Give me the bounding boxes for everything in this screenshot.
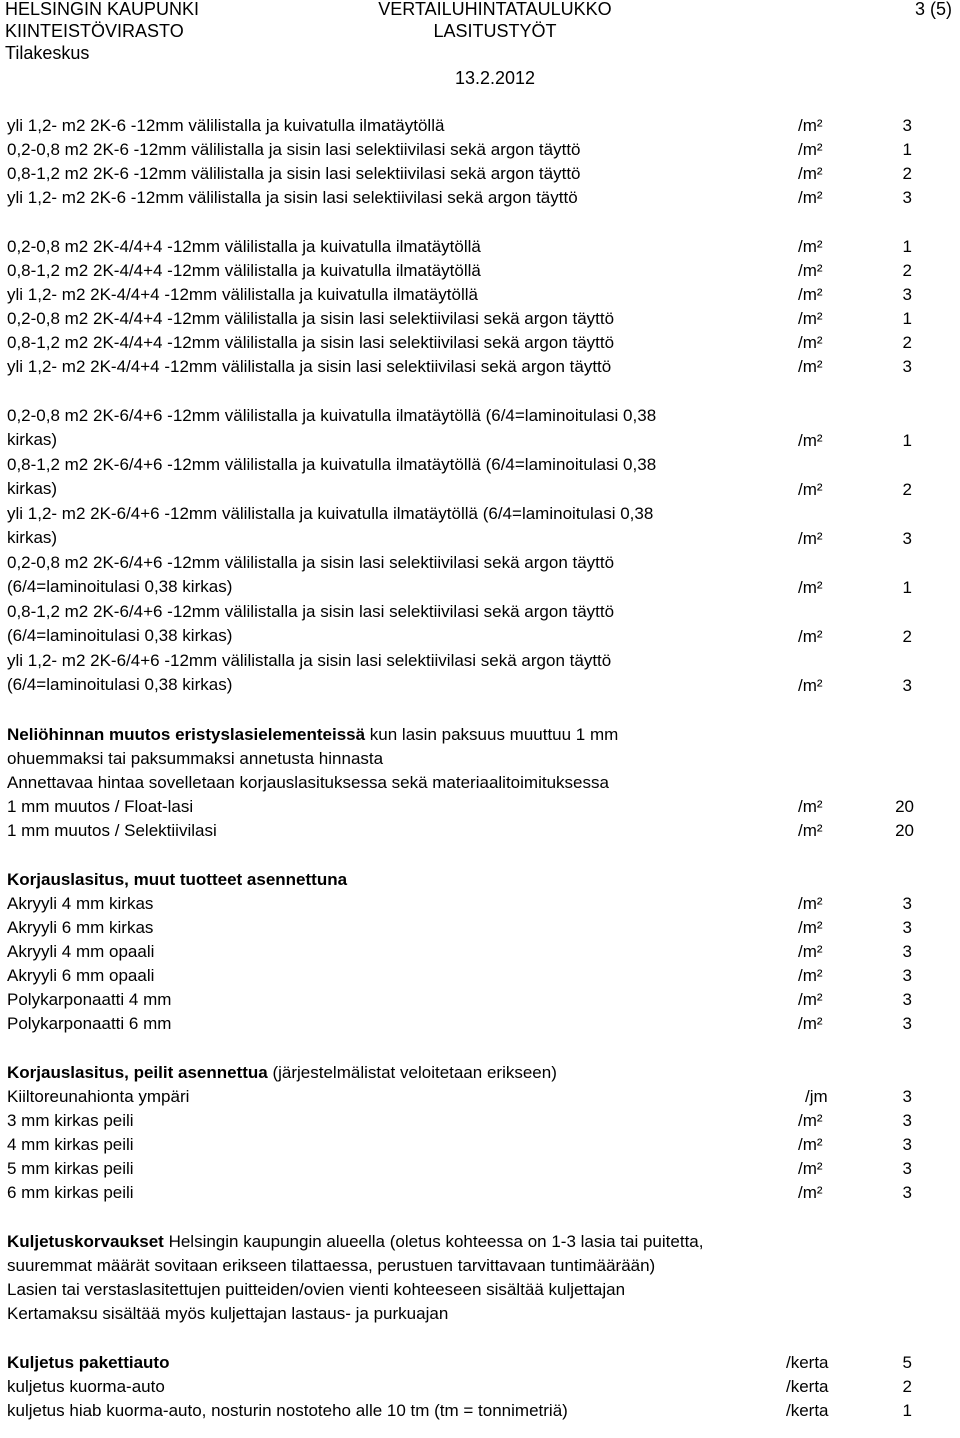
price-row: 0,8-1,2 m2 2K-4/4+4 -12mm välilistalla ja kuivatulla ilmatäytöllä /m² 2 bbox=[7, 261, 912, 280]
price-row: 0,2-0,8 m2 2K-6/4+6 -12mm välilistalla ja kuivatulla ilmatäytöllä (6/4=laminoitulasi 0,38 kirkas) /m² 1 bbox=[7, 406, 912, 450]
price-row: kuljetus hiab kuorma-auto, nosturin nostoteho alle 10 tm (tm = tonnimetriä) /kerta 1 bbox=[7, 1401, 912, 1420]
price-table bbox=[0, 114, 960, 1423]
price-row: Akryyli 4 mm kirkas /m² 3 bbox=[7, 894, 912, 913]
dept-name: KIINTEISTÖVIRASTO bbox=[5, 21, 184, 41]
header-left bbox=[5, 0, 199, 64]
price-row: yli 1,2- m2 2K-6/4+6 -12mm välilistalla ja sisin lasi selektiivilasi sekä argon täyttö (6/4=laminoitulasi 0,38 kirkas) /m² 3 bbox=[7, 651, 912, 695]
price-row: Kiiltoreunahionta ympäri /jm 3 bbox=[7, 1087, 912, 1106]
price-row: kuljetus kuorma-auto /kerta 2 bbox=[7, 1377, 912, 1396]
section-heading-transport: Kuljetuskorvaukset Helsingin kaupungin alueella (oletus kohteessa on 1-3 lasia tai puitetta, bbox=[7, 1232, 704, 1251]
price-row: 0,2-0,8 m2 2K-6/4+6 -12mm välilistalla ja sisin lasi selektiivilasi sekä argon täyttö (6/4=laminoitulasi 0,38 kirkas) /m² 1 bbox=[7, 553, 912, 597]
price-row: 0,8-1,2 m2 2K-6/4+6 -12mm välilistalla ja sisin lasi selektiivilasi sekä argon täyttö (6/4=laminoitulasi 0,38 kirkas) /m² 2 bbox=[7, 602, 912, 646]
price-row: Akryyli 6 mm kirkas /m² 3 bbox=[7, 918, 912, 937]
price-row: 6 mm kirkas peili /m² 3 bbox=[7, 1183, 912, 1202]
spacer bbox=[0, 210, 960, 235]
price-row: Polykarponaatti 6 mm /m² 3 bbox=[7, 1014, 912, 1033]
price-row: 0,2-0,8 m2 2K-6 -12mm välilistalla ja sisin lasi selektiivilasi sekä argon täyttö /m² 1 bbox=[7, 140, 912, 159]
doc-date: 13.2.2012 bbox=[454, 68, 536, 88]
price-row: Kuljetus pakettiauto /kerta 5 bbox=[7, 1353, 912, 1372]
price-row: 4 mm kirkas peili /m² 3 bbox=[7, 1135, 912, 1154]
spacer bbox=[0, 1205, 960, 1230]
org-name: HELSINGIN KAUPUNKI bbox=[5, 0, 200, 19]
page-header bbox=[0, 0, 960, 96]
spacer bbox=[0, 698, 960, 723]
section-note: suuremmat määrät sovitaan erikseen tilattaessa, perustuen tarvittavaan tuntimäärään) bbox=[7, 1256, 656, 1275]
page-number: 3 (5) bbox=[914, 0, 952, 19]
price-row: 1 mm muutos / Selektiivilasi /m² 20 bbox=[7, 821, 914, 840]
price-row: yli 1,2- m2 2K-6 -12mm välilistalla ja sisin lasi selektiivilasi sekä argon täyttö /m² 3 bbox=[7, 188, 912, 207]
price-row: 0,2-0,8 m2 2K-4/4+4 -12mm välilistalla ja sisin lasi selektiivilasi sekä argon täyttö /m² 1 bbox=[7, 309, 912, 328]
price-row: yli 1,2- m2 2K-4/4+4 -12mm välilistalla ja sisin lasi selektiivilasi sekä argon täyttö /m² 3 bbox=[7, 357, 912, 376]
section-heading-other-products: Korjauslasitus, muut tuotteet asennettuna bbox=[7, 870, 348, 889]
section-heading-thickness: Neliöhinnan muutos eristyslasielementeissä kun lasin paksuus muuttuu 1 mm bbox=[7, 725, 619, 744]
section-heading-mirrors: Korjauslasitus, peilit asennettua (järjestelmälistat veloitetaan erikseen) bbox=[7, 1063, 557, 1082]
section-note: Kertamaksu sisältää myös kuljettajan lastaus- ja purkuajan bbox=[7, 1304, 449, 1323]
price-row: 1 mm muutos / Float-lasi /m² 20 bbox=[7, 797, 914, 816]
spacer bbox=[0, 1326, 960, 1351]
section-note: ohuemmaksi tai paksummaksi annetusta hinnasta bbox=[7, 749, 384, 768]
section-note: Annettavaa hintaa sovelletaan korjauslasituksessa sekä materiaalitoimituksessa bbox=[7, 773, 609, 792]
header-center bbox=[345, 0, 645, 42]
price-row: 0,8-1,2 m2 2K-4/4+4 -12mm välilistalla ja sisin lasi selektiivilasi sekä argon täyttö /m² 2 bbox=[7, 333, 912, 352]
price-row: yli 1,2- m2 2K-6/4+6 -12mm välilistalla ja kuivatulla ilmatäytöllä (6/4=laminoitulasi 0,38 kirkas) /m² 3 bbox=[7, 504, 912, 548]
price-row: yli 1,2- m2 2K-4/4+4 -12mm välilistalla ja kuivatulla ilmatäytöllä /m² 3 bbox=[7, 285, 912, 304]
price-row: 0,2-0,8 m2 2K-4/4+4 -12mm välilistalla ja kuivatulla ilmatäytöllä /m² 1 bbox=[7, 237, 912, 256]
doc-title: VERTAILUHINTATAULUKKO bbox=[378, 0, 612, 19]
price-row: Akryyli 6 mm opaali /m² 3 bbox=[7, 966, 912, 985]
price-row: 3 mm kirkas peili /m² 3 bbox=[7, 1111, 912, 1130]
price-row: 5 mm kirkas peili /m² 3 bbox=[7, 1159, 912, 1178]
price-row: Polykarponaatti 4 mm /m² 3 bbox=[7, 990, 912, 1009]
price-row: 0,8-1,2 m2 2K-6 -12mm välilistalla ja sisin lasi selektiivilasi sekä argon täyttö /m² 2 bbox=[7, 164, 912, 183]
spacer bbox=[0, 1036, 960, 1061]
spacer bbox=[0, 379, 960, 404]
price-row: Akryyli 4 mm opaali /m² 3 bbox=[7, 942, 912, 961]
doc-subtitle: LASITUSTYÖT bbox=[433, 21, 557, 41]
price-row: yli 1,2- m2 2K-6 -12mm välilistalla ja kuivatulla ilmatäytöllä /m² 3 bbox=[7, 116, 912, 135]
price-row: 0,8-1,2 m2 2K-6/4+6 -12mm välilistalla ja kuivatulla ilmatäytöllä (6/4=laminoitulasi 0,38 kirkas) /m² 2 bbox=[7, 455, 912, 499]
unit-name: Tilakeskus bbox=[5, 43, 90, 63]
spacer bbox=[0, 843, 960, 868]
section-note: Lasien tai verstaslasitettujen puitteiden/ovien vienti kohteeseen sisältää kuljettajan bbox=[7, 1280, 626, 1299]
